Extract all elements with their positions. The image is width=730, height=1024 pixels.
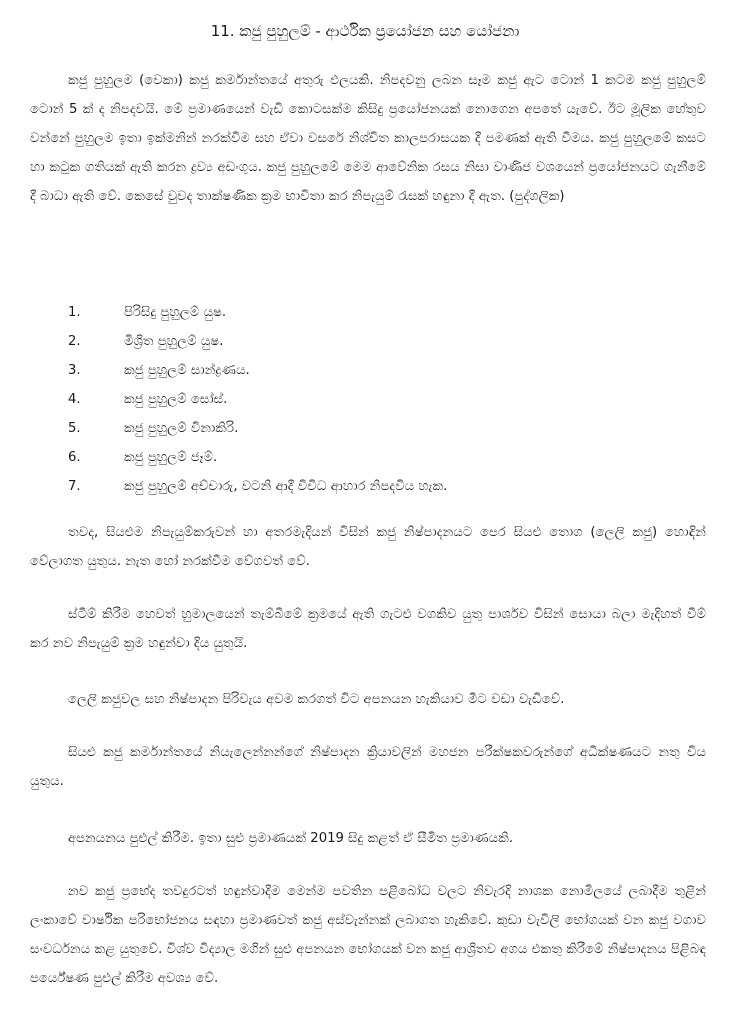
paragraph-varieties (30, 877, 706, 993)
list-item-text: කජු පුහුලම් ජෑම්. (124, 450, 218, 465)
list-item-number: 5. (68, 421, 81, 436)
list-item (0, 298, 730, 327)
list-item (0, 414, 730, 443)
list-item-number: 7. (68, 479, 81, 494)
list-item-number: 3. (68, 363, 81, 378)
intro-paragraph (30, 66, 706, 211)
products-list (0, 298, 730, 501)
paragraph-cost-text: ලෙලි කජුවල සහ නිෂ්පාදන පිරිවැය අවම කරගත් විට අපනයන හැකියාව මීට වඩා වැඩිවේ. (68, 692, 565, 707)
paragraph-drying (30, 518, 706, 576)
list-item-text: මිශ්‍රිත පුහුලම් යුෂ. (124, 334, 224, 349)
paragraph-export-text: අපනයනය පුළුල් කිරීම. ඉතා සුළු ප්‍රමාණයක් 2019 සිදු කළත් ඒ සීමිත ප්‍රමාණයකි. (68, 831, 514, 846)
paragraph-inspection-text: සියළු කජු කර්මාන්තයේ නියැලෙන්නන්ගේ නිෂ්පාදන ක්‍රියාවලින් මහජන පරීක්ෂකවරුන්ගේ අධීක්ෂණයට නතු විය යුතුය. (30, 745, 706, 789)
list-item-text: පිරිසිදු පුහුලම් යුෂ. (124, 305, 227, 320)
paragraph-drying-text: තවද, සියළුම නිපැයුම්කරුවන් හා අතරමැදියන් විසින් කජු නිෂ්පාදනයට පෙර සියළු තොග (ලෙලි කජු) හොඳින් වේලාගත යුතුය. නැත හෝ නරක්වීම වේගවත් වේ. (30, 525, 706, 569)
list-item-number: 4. (68, 392, 81, 407)
paragraph-export (30, 824, 706, 853)
list-item-number: 6. (68, 450, 81, 465)
list-item-text: කජු පුහුලම් විනාකිරි. (124, 421, 239, 436)
list-item-number: 2. (68, 334, 81, 349)
list-item-text: කජු පුහුලම් අච්චාරු, වටනි ආදී විවිධ ආහාර නිපදවිය හැක. (124, 479, 448, 494)
list-item-number: 1. (68, 305, 81, 320)
list-item (0, 385, 730, 414)
list-item (0, 472, 730, 501)
page-title: 11. කජු පුහුලම් - ආර්ථික ප්‍රයෝජන සහ යෝජනා (210, 22, 520, 40)
paragraph-cost (30, 685, 706, 714)
paragraph-steaming (30, 600, 706, 658)
list-item (0, 327, 730, 356)
paragraph-steaming-text: ස්ටීම් කිරීම හෙවත් හුමාලයෙන් තැම්බීමේ ක්‍රමයේ ඇති ගැටළු වගකිව යුතු පාර්ශව විසින් සොයා බලා මැදිහත් වීම් කර නව නිපැයුම් ක්‍රම හඳුන්වා දිය යුතුයි. (30, 607, 706, 651)
list-item (0, 443, 730, 472)
list-item (0, 356, 730, 385)
paragraph-inspection (30, 738, 706, 796)
intro-paragraph-text: කජු පුහුලම (වෙකා) කජු කර්මාන්තයේ අතුරු ඵලයකි. නිපදවනු ලබන සෑම කජු ඇට ටොන් 1 කටම කජු පුහුලම් ටොන් 5 ක් ද නිපදවයි. මේ ප්‍රමාණයෙන් වැඩි කොටසක්ම කිසිදු ප්‍රයෝජනයක් නොගෙන අපතේ යැවේ. ඊට මූලික හේතුව වන්නේ පුහුලම ඉතා ඉක්මනින් නරක්වීම සහ ඒවා වසරේ නිශ්චිත කාලපරාසයක දී පමණක් ඇති වීමය. කජු පුහුලමේ කසට හා කටුක ගතියක් ඇති කරන ද්‍රව්‍ය අඩංගුය. කජු පුහුලමේ මෙම ආවේනික රසය නිසා වාණිජ වශයෙන් ප්‍රයෝජනයට ගැනීමේ දී බාධා ඇති වේ. කෙසේ වුවද තාක්ෂණික ක්‍රම භාවිතා කර නිපැයුම් රැසක් හඳුනා දී ඇත. (පුද්ගලික) (30, 73, 706, 204)
list-item-text: කජු පුහුලම් සාන්ද්‍රණය. (124, 363, 250, 378)
list-item-text: කජු පුහුලම් සෝස්. (124, 392, 228, 407)
paragraph-varieties-text: නව කජු ප්‍රභේද තවදුරටත් හඳුන්වාදීම මෙන්ම පවතින පළිබෝධ වලට නිවැරදි නාශක නොමිලයේ ලබාදීම තුළින් ලංකාවේ වාර්ෂික පරිභෝජනය සඳහා ප්‍රමාණවත් කජු අස්වැන්නක් ලබාගත හැකිවේ. කුඩා වැවිලි භෝගයක් වන කජු වගාව සංවර්ධනය කළ යුතුවේ. විශ්ව විද්‍යාල මගින් සුළු අපනයන භෝගයක් වන කජු ආශ්‍රිතව අගය එකතු කිරීමේ නිෂ්පාදනය පිළිබඳ පර්යේෂණ පුළුල් කිරීම අවශ්‍ය වේ. (30, 884, 706, 986)
